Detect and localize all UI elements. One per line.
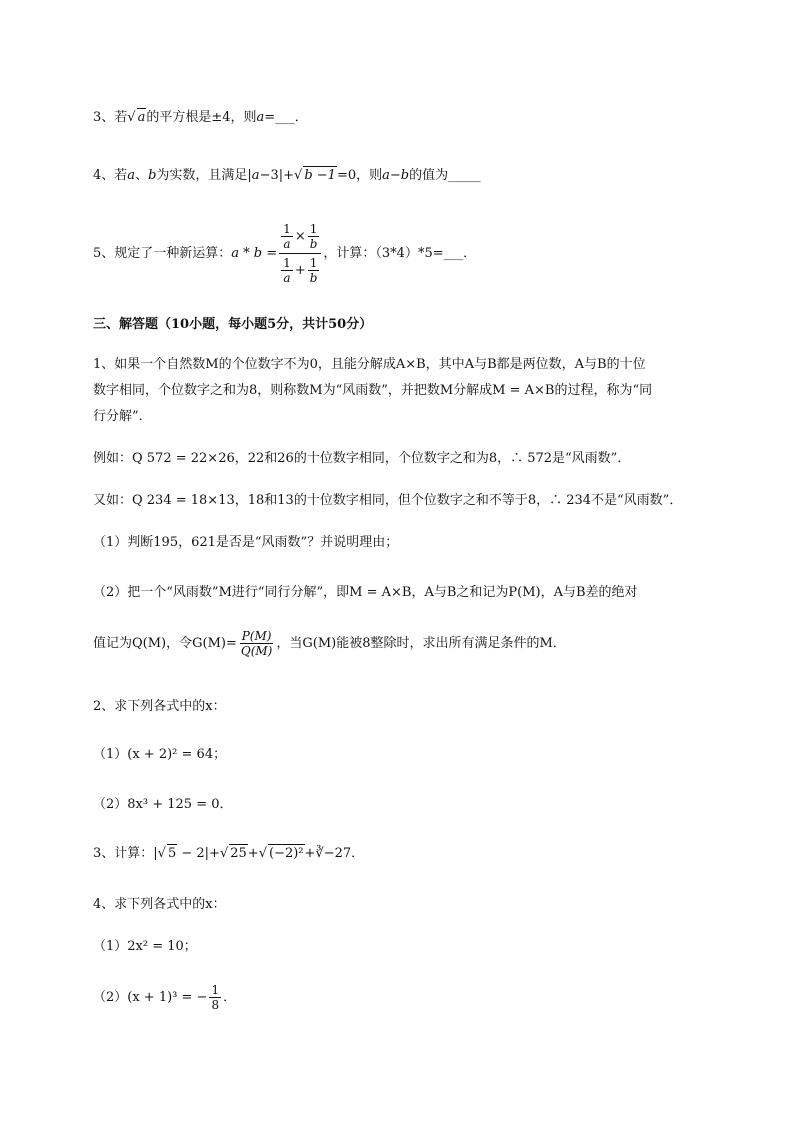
item-text: ． bbox=[223, 990, 237, 1005]
item-number: 5、 bbox=[93, 246, 115, 261]
item-text: =0，则 bbox=[336, 168, 383, 183]
section-title: 三、解答题（10小题，每小题5分，共计50分） bbox=[93, 317, 373, 332]
fraction-numerator: 1 bbox=[211, 983, 220, 997]
fraction-denominator: Q(M) bbox=[240, 644, 273, 658]
problem-1-sub-1: （1）判断195，621是否是“风雨数”？并说明理由； bbox=[93, 535, 399, 550]
problem-1-example-2: 又如：Q 234 = 18×13，18和13的十位数字相同，但个位数字之和不等于8，∴ 234不是“风雨数”． bbox=[93, 493, 683, 508]
fraction-numerator: P(M) bbox=[241, 629, 272, 643]
fraction bbox=[209, 983, 221, 1012]
item-text: 的值为_____ bbox=[409, 168, 481, 183]
problem-2-sub-2: （2）8x³ + 125 = 0． bbox=[93, 797, 233, 812]
variable: a bbox=[251, 168, 260, 183]
fraction-denominator: 8 bbox=[211, 998, 220, 1012]
radicand: b −1 bbox=[304, 168, 336, 183]
variable: b bbox=[148, 168, 157, 183]
item-number: 3、 bbox=[93, 110, 115, 125]
item-text: 、 bbox=[135, 168, 149, 183]
problem-2-sub-1: （1）(x + 2)² = 64； bbox=[93, 747, 227, 762]
item-text: + bbox=[247, 846, 259, 861]
item-text: 若 bbox=[114, 110, 128, 125]
compound-fraction: $\frac{1}{a}$ × $\frac{1}{b}$ $\frac{1}{a}$ + $\frac{1}{b}$ bbox=[279, 222, 321, 285]
variable: a bbox=[256, 110, 265, 125]
item-text: 为实数，且满足| bbox=[156, 168, 252, 183]
item-text: ，当G(M)能被8整除时，求出所有满足条件的M． bbox=[276, 636, 566, 651]
fill-item-5 bbox=[93, 222, 476, 286]
g-fraction bbox=[239, 629, 275, 658]
item-text: |+ bbox=[278, 168, 295, 183]
item-text: ，计算：（3*4）*5=___． bbox=[323, 246, 477, 261]
radicand: (−2)² bbox=[268, 846, 304, 861]
expression: a * b = bbox=[231, 246, 278, 261]
problem-1-line-2: 数字相同，个位数字之和为8，则称数M为“风雨数”，并把数M分解成M = A×B的过程，称为“同 bbox=[93, 383, 653, 398]
problem-4-sub-2 bbox=[93, 980, 236, 1016]
fill-item-4: 4、若a、b为实数，且满足|a−3|+√ b −1=0，则a−b的值为_____ bbox=[93, 168, 481, 183]
problem-3: 3、计算：|√ 5 − 2|+√ 25+√ (−2)²+∛−27． bbox=[93, 846, 365, 861]
problem-4-sub-1: （1）2x² = 10； bbox=[93, 939, 197, 954]
radicand: 25 bbox=[230, 846, 247, 861]
item-text: 3、计算：| bbox=[93, 846, 158, 861]
item-text: =___． bbox=[264, 110, 308, 125]
expression: a−b bbox=[382, 168, 410, 183]
item-text: +∛−27． bbox=[304, 846, 365, 861]
variable: a bbox=[127, 168, 136, 183]
item-text: 值记为Q(M)，令G(M)= bbox=[93, 636, 237, 651]
problem-1-sub-2-cont bbox=[93, 624, 566, 664]
fill-item-3: 3、若√ a的平方根是±4，则a=___． bbox=[93, 110, 308, 125]
item-number: 4、 bbox=[93, 168, 115, 183]
problem-1-sub-2: （2）把一个“风雨数”M进行“同行分解”，即M = A×B，A与B之和记为P(M)，A与B差的绝对 bbox=[93, 585, 638, 600]
problem-1-line-1: 1、如果一个自然数M的个位数字不为0，且能分解成A×B，其中A与B都是两位数，A与B的十位 bbox=[93, 357, 646, 372]
item-text: − 2|+ bbox=[177, 846, 220, 861]
item-text: （2）(x + 1)³ = − bbox=[93, 990, 208, 1005]
item-text: 的平方根是±4，则 bbox=[146, 110, 257, 125]
radicand: 5 bbox=[167, 846, 177, 861]
problem-4-title: 4、求下列各式中的x： bbox=[93, 897, 226, 912]
problem-1-example-1: 例如：Q 572 = 22×26，22和26的十位数字相同，个位数字之和为8，∴ 572是“风雨数”． bbox=[93, 451, 631, 466]
radicand: a bbox=[137, 110, 146, 125]
problem-2-title: 2、求下列各式中的x： bbox=[93, 699, 226, 714]
item-text: 若 bbox=[114, 168, 128, 183]
problem-1-line-3: 行分解”． bbox=[93, 409, 152, 424]
item-text: 规定了一种新运算： bbox=[114, 246, 232, 261]
item-text: −3 bbox=[259, 168, 279, 183]
